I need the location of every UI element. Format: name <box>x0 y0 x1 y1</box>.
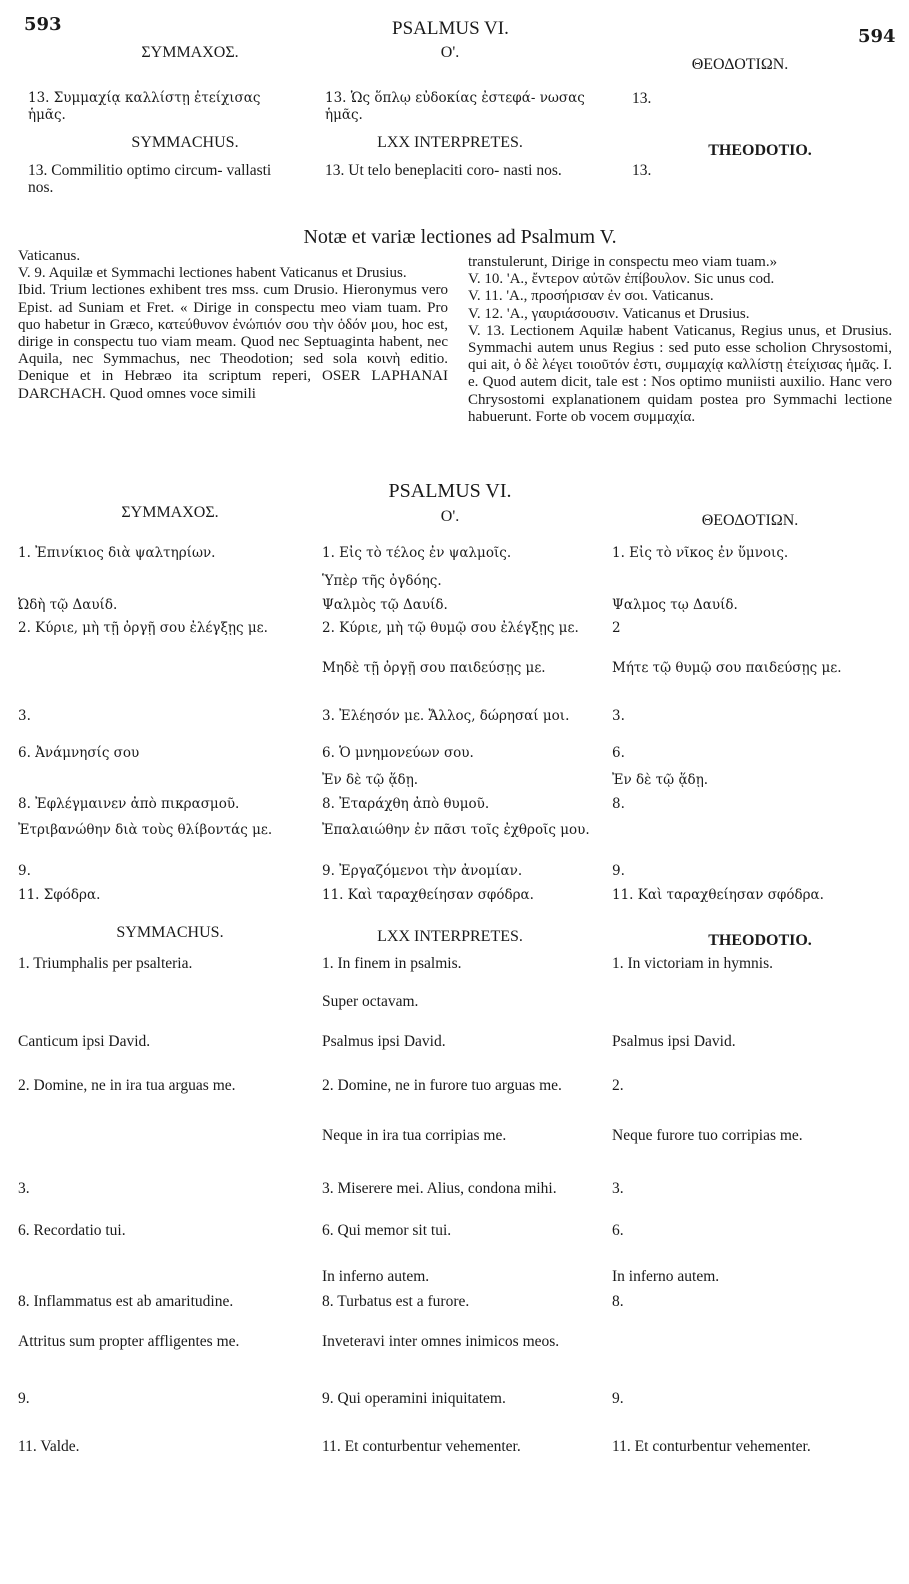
greek-cell: Ψαλμὸς τῷ Δαυίδ. <box>322 597 448 613</box>
greek-cell: Ὑπὲρ τῆς ὀγδόης. <box>322 573 442 589</box>
greek-cell: 9. Ἐργαζόμενοι τὴν ἀνομίαν. <box>322 863 523 879</box>
column-head-theodotion-gr: ΘΕΟΔΟΤΙΩΝ. <box>691 56 789 73</box>
column-head-symmachus-gr: ΣΥΜΜΑΧΟΣ. <box>141 44 239 61</box>
note-paragraph: V. 13. Lectionem Aquilæ habent Vaticanus, Regius unus, et Drusius. Symmachi autem unus Regius : sed puto esse scholion Chrysostomi, qui ait, ὁ δὲ λέγει τοιοῦτόν ἐστι, συμμαχίᾳ καλλίστῃ ἐτείχισας ἡμᾶς. I. e. Quod autem dicit, tale est : Nos optimo muniisti auxilio. Hanc vero Chrysostomi explanationem quidam postea pro Symmachi lectione habuerunt. Forte ob vocem συμμαχία. <box>468 322 892 425</box>
greek-cell: 6. Ἀνάμνησίς σου <box>18 745 140 761</box>
greek-cell: 3. <box>18 708 31 724</box>
latin-cell: 6. Qui memor sit tui. <box>322 1222 452 1239</box>
latin-cell: 1. Triumphalis per psalteria. <box>18 955 193 972</box>
greek-cell: 1. Εἰς τὸ νῖκος ἐν ὕμνοις. <box>612 545 789 561</box>
greek-cell: 8. Ἐφλέγμαινεν ἀπὸ πικρασμοῦ. <box>18 796 240 812</box>
notes-title: Notæ et variæ lectiones ad Psalmum V. <box>303 226 617 248</box>
column-head-lxx-gr: Ο'. <box>440 44 460 61</box>
latin-cell: 11. Valde. <box>18 1438 80 1455</box>
notes-right-column <box>468 254 892 426</box>
column-head-symmachus-gr: ΣΥΜΜΑΧΟΣ. <box>121 504 219 521</box>
greek-cell: 8. Ἐταράχθη ἀπὸ θυμοῦ. <box>322 796 490 812</box>
greek-cell: 11. Καὶ ταραχθείησαν σφόδρα. <box>322 887 534 903</box>
latin-cell: In inferno autem. <box>612 1268 720 1285</box>
note-paragraph: Vaticanus. <box>18 248 81 264</box>
greek-cell: 8. <box>612 796 625 812</box>
greek-cell: Μηδὲ τῇ ὀργῇ σου παιδεύσῃς με. <box>322 660 546 676</box>
greek-cell: Ὠδὴ τῷ Δαυίδ. <box>18 597 118 613</box>
latin-cell: Super octavam. <box>322 993 419 1010</box>
note-paragraph: V. 11. 'Α., προσήρισαν ἐν σοι. Vaticanus. <box>468 288 714 305</box>
page-number-right: 594 <box>858 26 896 47</box>
greek-cell: Ἐν δὲ τῷ ᾅδῃ. <box>612 772 709 788</box>
latin-cell: 11. Et conturbentur vehementer. <box>612 1438 811 1455</box>
note-paragraph: V. 9. Aquilæ et Symmachi lectiones habent Vaticanus et Drusius. <box>18 265 407 282</box>
greek-cell: 2. Κύριε, μὴ τῇ ὀργῇ σου ἐλέγξῃς με. <box>18 620 268 636</box>
greek-cell: 6. <box>612 745 625 761</box>
greek-cell: 3. Ἐλέησόν με. Ἄλλος, δώρησαί μοι. <box>322 708 570 724</box>
latin-cell: Psalmus ipsi David. <box>322 1033 446 1050</box>
greek-cell: 11. Καὶ ταραχθείησαν σφόδρα. <box>612 887 824 903</box>
latin-cell: Attritus sum propter affligentes me. <box>18 1333 240 1350</box>
greek-cell: 2. Κύριε, μὴ τῷ θυμῷ σου ἐλέγξῃς με. <box>322 620 579 636</box>
latin-cell: 2. Domine, ne in furore tuo arguas me. <box>322 1077 562 1094</box>
greek-cell: 2 <box>612 620 621 636</box>
note-paragraph: V. 12. 'Α., γαυριάσουσιν. Vaticanus et Drusius. <box>468 305 750 322</box>
latin-cell: Inveteravi inter omnes inimicos meos. <box>322 1333 560 1350</box>
latin-cell: 11. Et conturbentur vehementer. <box>322 1438 521 1455</box>
column-head-lxx-la: LXX INTERPRETES. <box>377 134 523 151</box>
greek-cell: 1. Εἰς τὸ τέλος ἐν ψαλμοῖς. <box>322 545 512 561</box>
greek-cell: Ψαλμος τῳ Δαυίδ. <box>612 597 738 613</box>
cell-gr-lxx: 13. Ὡς ὅπλῳ εὐδοκίας ἐστεφά- νωσας ἡμᾶς. <box>325 90 585 123</box>
latin-cell: 9. Qui operamini iniquitatem. <box>322 1390 506 1407</box>
latin-cell: 1. In victoriam in hymnis. <box>612 955 774 972</box>
greek-cell: 9. <box>612 863 625 879</box>
column-head-lxx-gr: Ο'. <box>440 508 460 525</box>
note-paragraph: V. 10. 'Α., ἔντερον αὐτῶν ἐπίβουλον. Sic unus cod. <box>468 271 775 288</box>
greek-cell: 11. Σφόδρα. <box>18 887 101 903</box>
latin-cell: 2. <box>612 1077 624 1094</box>
page-number-left: 593 <box>24 14 62 35</box>
greek-cell: Ἐπαλαιώθην ἐν πᾶσι τοῖς ἐχθροῖς μου. <box>322 822 590 838</box>
greek-cell: Ἐν δὲ τῷ ᾅδῃ. <box>322 772 419 788</box>
column-head-theodotion-gr: ΘΕΟΔΟΤΙΩΝ. <box>701 512 799 529</box>
latin-cell: 6. Recordatio tui. <box>18 1222 126 1239</box>
cell-gr-sym: 13. Συμμαχίᾳ καλλίστῃ ἐτείχισας ἡμᾶς. <box>28 90 261 123</box>
latin-cell: 1. In finem in psalmis. <box>322 955 462 972</box>
greek-cell: 1. Ἐπινίκιος διὰ ψαλτηρίων. <box>18 545 216 561</box>
psalm6-title: PSALMUS VI. <box>388 480 512 502</box>
running-title: PSALMUS VI. <box>392 18 509 39</box>
cell-la-theod: 13. <box>632 162 652 179</box>
latin-cell: In inferno autem. <box>322 1268 430 1285</box>
column-head-theodotion-la: THEODOTIO. <box>708 932 812 949</box>
cell-gr-theod: 13. <box>632 90 652 107</box>
notes-left-column <box>18 248 448 403</box>
latin-cell: Canticum ipsi David. <box>18 1033 151 1050</box>
latin-cell: 9. <box>18 1390 30 1407</box>
latin-cell: 9. <box>612 1390 624 1407</box>
greek-cell: 3. <box>612 708 625 724</box>
latin-cell: 2. Domine, ne in ira tua arguas me. <box>18 1077 236 1094</box>
column-head-lxx-la: LXX INTERPRETES. <box>377 928 523 945</box>
latin-cell: 8. Turbatus est a furore. <box>322 1293 470 1310</box>
greek-cell: 6. Ὁ μνημονεύων σου. <box>322 745 474 761</box>
latin-cell: Psalmus ipsi David. <box>612 1033 736 1050</box>
cell-la-lxx: 13. Ut telo beneplaciti coro- nasti nos. <box>325 162 562 179</box>
cell-la-sym: 13. Commilitio optimo circum- vallasti nos. <box>28 162 272 196</box>
column-head-theodotion-la: THEODOTIO. <box>708 142 812 159</box>
latin-cell: 3. <box>18 1180 30 1197</box>
latin-cell: 6. <box>612 1222 624 1239</box>
latin-cell: 3. Miserere mei. Alius, condona mihi. <box>322 1180 557 1197</box>
column-head-symmachus-la: SYMMACHUS. <box>131 134 239 151</box>
note-paragraph: transtulerunt, Dirige in conspectu meo viam tuam.» <box>468 254 778 270</box>
greek-cell: Μήτε τῷ θυμῷ σου παιδεύσῃς με. <box>612 660 842 676</box>
column-head-symmachus-la: SYMMACHUS. <box>116 924 224 941</box>
note-paragraph: Ibid. Trium lectiones exhibent tres mss. cum Drusio. Hieronymus vero Epist. ad Suniam et Fret. « Dirige in conspectu meo viam tuam. Pro quo habetur in Græco, κατεύθυνον ἐνώπιόν σου τὴν ὁδόν μου, hoc est, dirige in conspectu tuo viam meam. Quod nec Septuaginta habent, nec Aquila, nec Symmachus, nec Theodotion; sed sola κοινὴ editio. Denique et in Hebræo ita scriptum reperi, OSER LAPHANAI DARCHACH. Quod omnes voce simili <box>18 282 448 402</box>
latin-cell: Neque furore tuo corripias me. <box>612 1127 803 1144</box>
greek-cell: Ἐτριβανώθην διὰ τοὺς θλίβοντάς με. <box>18 822 273 838</box>
greek-cell: 9. <box>18 863 31 879</box>
latin-cell: 8. <box>612 1293 624 1310</box>
latin-cell: Neque in ira tua corripias me. <box>322 1127 507 1144</box>
latin-cell: 3. <box>612 1180 624 1197</box>
latin-cell: 8. Inflammatus est ab amaritudine. <box>18 1293 234 1310</box>
